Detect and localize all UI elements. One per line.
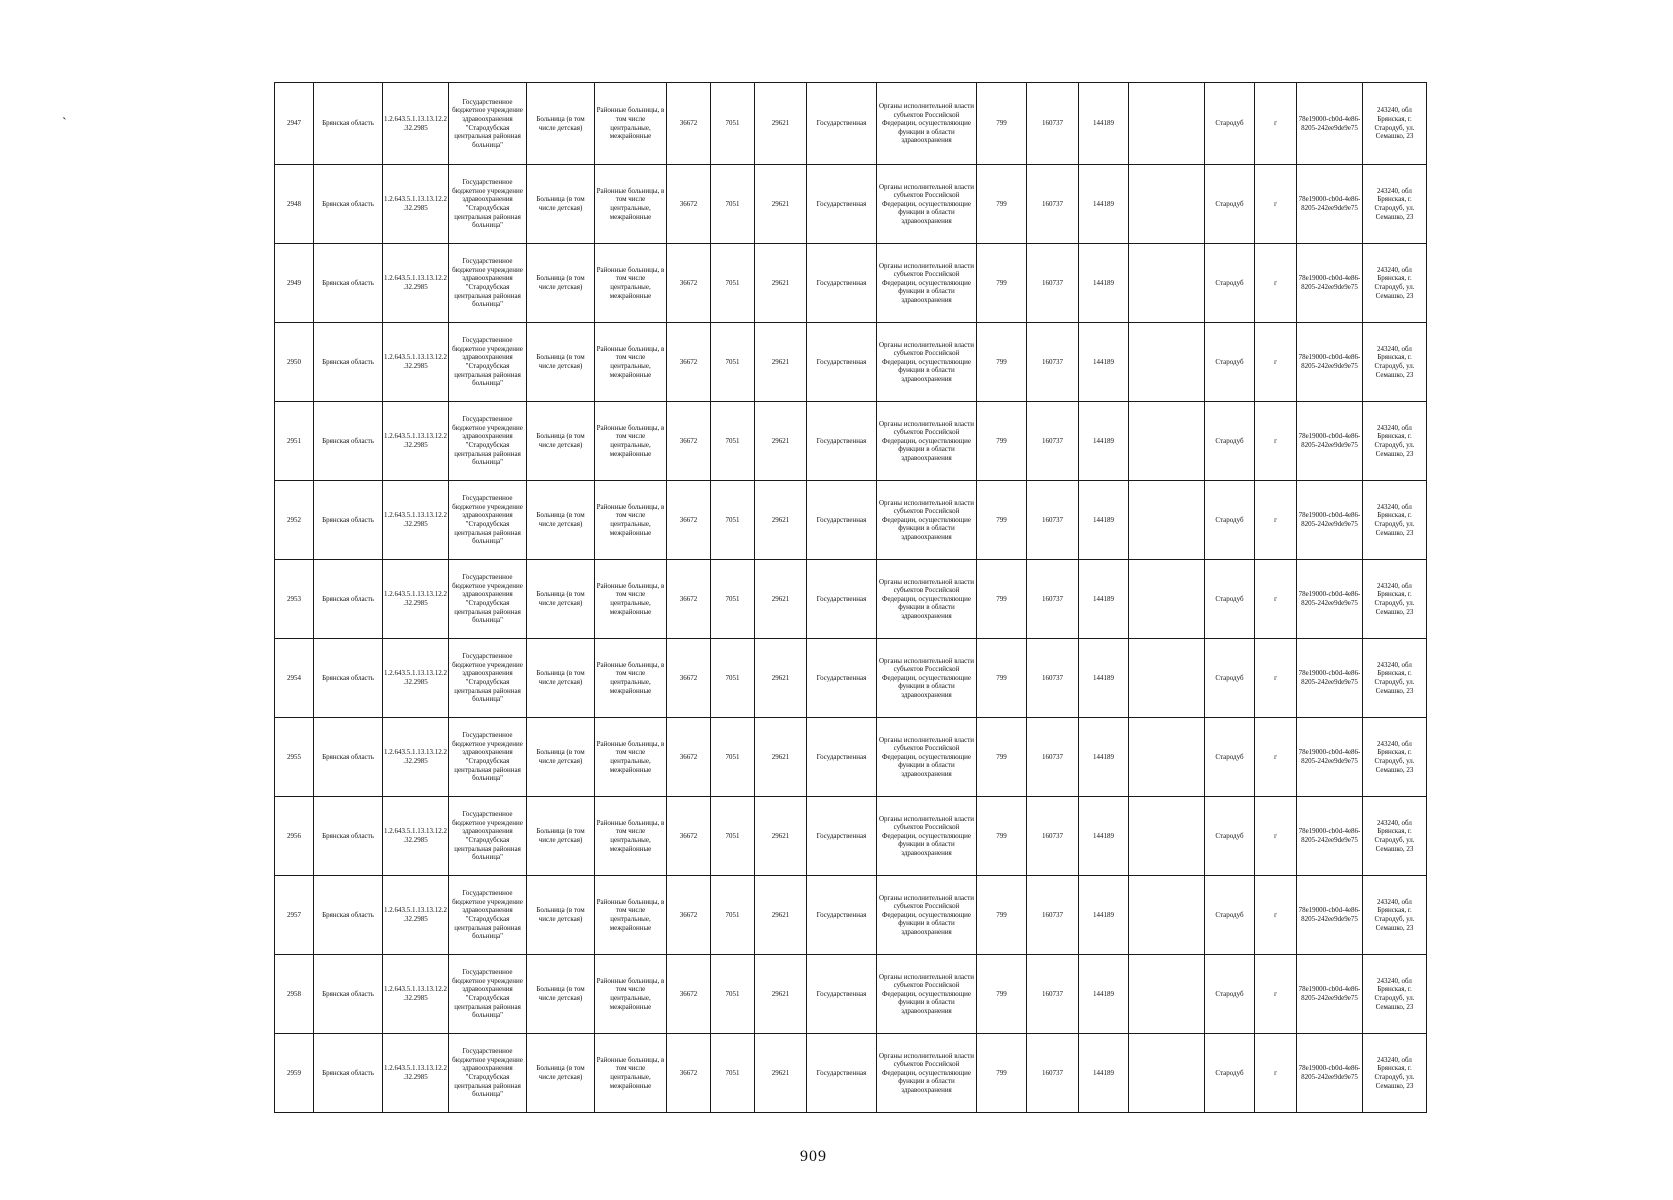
code-3-cell: 29621 <box>755 639 807 718</box>
registry-rows <box>275 83 1427 1113</box>
authority-cell: Органы исполнительной власти субъектов Российской Федерации, осуществляющие функции в области здравоохранения <box>877 83 977 165</box>
code-6-cell: 144189 <box>1079 797 1129 876</box>
facility-subtype-cell: Районные больницы, в том числе центральные, межрайонные <box>595 244 667 323</box>
address-cell: 243240, обл Брянская, г. Стародуб, ул. Семашко, 23 <box>1363 639 1427 718</box>
code-4-cell: 799 <box>977 718 1027 797</box>
code-5-cell: 160737 <box>1027 481 1079 560</box>
table-row <box>275 1034 1427 1113</box>
region-cell: Брянская область <box>314 876 383 955</box>
oid-code-cell: 1.2.643.5.1.13.13.12.2.32.2985 <box>383 402 449 481</box>
region-cell: Брянская область <box>314 718 383 797</box>
address-cell: 243240, обл Брянская, г. Стародуб, ул. Семашко, 23 <box>1363 244 1427 323</box>
authority-cell: Органы исполнительной власти субъектов Российской Федерации, осуществляющие функции в области здравоохранения <box>877 323 977 402</box>
empty-cell <box>1129 165 1205 244</box>
code-4-cell: 799 <box>977 560 1027 639</box>
facility-subtype-cell: Районные больницы, в том числе центральные, межрайонные <box>595 165 667 244</box>
fias-guid-cell: 78e19000-cb0d-4e86-8205-242ee9de9e75 <box>1297 718 1363 797</box>
code-2-cell: 7051 <box>711 560 755 639</box>
address-cell: 243240, обл Брянская, г. Стародуб, ул. Семашко, 23 <box>1363 323 1427 402</box>
row-number: 2949 <box>275 244 314 323</box>
code-6-cell: 144189 <box>1079 955 1129 1034</box>
code-2-cell: 7051 <box>711 323 755 402</box>
settlement-kind-cell: г <box>1255 876 1297 955</box>
city-cell: Стародуб <box>1205 955 1255 1034</box>
ownership-cell: Государственная <box>807 481 877 560</box>
empty-cell <box>1129 639 1205 718</box>
row-number: 2947 <box>275 83 314 165</box>
facility-type-cell: Больница (в том числе детская) <box>527 639 595 718</box>
table-row <box>275 718 1427 797</box>
table-row <box>275 323 1427 402</box>
code-1-cell: 36672 <box>667 402 711 481</box>
row-number: 2956 <box>275 797 314 876</box>
ownership-cell: Государственная <box>807 560 877 639</box>
ownership-cell: Государственная <box>807 876 877 955</box>
fias-guid-cell: 78e19000-cb0d-4e86-8205-242ee9de9e75 <box>1297 165 1363 244</box>
city-cell: Стародуб <box>1205 1034 1255 1113</box>
institution-name-cell: Государственное бюджетное учреждение здравоохранения "Стародубская центральная районная больница" <box>449 639 527 718</box>
oid-code-cell: 1.2.643.5.1.13.13.12.2.32.2985 <box>383 718 449 797</box>
code-5-cell: 160737 <box>1027 244 1079 323</box>
code-6-cell: 144189 <box>1079 876 1129 955</box>
institution-name-cell: Государственное бюджетное учреждение здравоохранения "Стародубская центральная районная больница" <box>449 718 527 797</box>
empty-cell <box>1129 560 1205 639</box>
facility-type-cell: Больница (в том числе детская) <box>527 560 595 639</box>
facility-type-cell: Больница (в том числе детская) <box>527 323 595 402</box>
fias-guid-cell: 78e19000-cb0d-4e86-8205-242ee9de9e75 <box>1297 1034 1363 1113</box>
code-4-cell: 799 <box>977 402 1027 481</box>
facility-type-cell: Больница (в том числе детская) <box>527 402 595 481</box>
oid-code-cell: 1.2.643.5.1.13.13.12.2.32.2985 <box>383 244 449 323</box>
code-4-cell: 799 <box>977 323 1027 402</box>
code-5-cell: 160737 <box>1027 83 1079 165</box>
table-row <box>275 83 1427 165</box>
oid-code-cell: 1.2.643.5.1.13.13.12.2.32.2985 <box>383 639 449 718</box>
authority-cell: Органы исполнительной власти субъектов Российской Федерации, осуществляющие функции в области здравоохранения <box>877 797 977 876</box>
row-number: 2952 <box>275 481 314 560</box>
code-4-cell: 799 <box>977 797 1027 876</box>
empty-cell <box>1129 1034 1205 1113</box>
code-4-cell: 799 <box>977 244 1027 323</box>
institution-name-cell: Государственное бюджетное учреждение здравоохранения "Стародубская центральная районная больница" <box>449 955 527 1034</box>
settlement-kind-cell: г <box>1255 402 1297 481</box>
institution-name-cell: Государственное бюджетное учреждение здравоохранения "Стародубская центральная районная больница" <box>449 797 527 876</box>
code-3-cell: 29621 <box>755 402 807 481</box>
code-1-cell: 36672 <box>667 244 711 323</box>
authority-cell: Органы исполнительной власти субъектов Российской Федерации, осуществляющие функции в области здравоохранения <box>877 165 977 244</box>
code-6-cell: 144189 <box>1079 165 1129 244</box>
code-5-cell: 160737 <box>1027 718 1079 797</box>
city-cell: Стародуб <box>1205 402 1255 481</box>
table-row <box>275 481 1427 560</box>
address-cell: 243240, обл Брянская, г. Стародуб, ул. Семашко, 23 <box>1363 560 1427 639</box>
city-cell: Стародуб <box>1205 718 1255 797</box>
code-5-cell: 160737 <box>1027 560 1079 639</box>
authority-cell: Органы исполнительной власти субъектов Российской Федерации, осуществляющие функции в области здравоохранения <box>877 1034 977 1113</box>
city-cell: Стародуб <box>1205 797 1255 876</box>
code-3-cell: 29621 <box>755 1034 807 1113</box>
facility-type-cell: Больница (в том числе детская) <box>527 718 595 797</box>
region-cell: Брянская область <box>314 165 383 244</box>
region-cell: Брянская область <box>314 639 383 718</box>
row-number: 2958 <box>275 955 314 1034</box>
ownership-cell: Государственная <box>807 797 877 876</box>
ownership-cell: Государственная <box>807 402 877 481</box>
code-3-cell: 29621 <box>755 876 807 955</box>
row-number: 2951 <box>275 402 314 481</box>
code-2-cell: 7051 <box>711 1034 755 1113</box>
institution-name-cell: Государственное бюджетное учреждение здравоохранения "Стародубская центральная районная больница" <box>449 402 527 481</box>
authority-cell: Органы исполнительной власти субъектов Российской Федерации, осуществляющие функции в области здравоохранения <box>877 560 977 639</box>
code-3-cell: 29621 <box>755 83 807 165</box>
ownership-cell: Государственная <box>807 244 877 323</box>
table-row <box>275 402 1427 481</box>
code-6-cell: 144189 <box>1079 718 1129 797</box>
row-number: 2955 <box>275 718 314 797</box>
code-5-cell: 160737 <box>1027 876 1079 955</box>
city-cell: Стародуб <box>1205 639 1255 718</box>
code-6-cell: 144189 <box>1079 639 1129 718</box>
code-4-cell: 799 <box>977 165 1027 244</box>
address-cell: 243240, обл Брянская, г. Стародуб, ул. Семашко, 23 <box>1363 797 1427 876</box>
code-1-cell: 36672 <box>667 718 711 797</box>
code-3-cell: 29621 <box>755 165 807 244</box>
region-cell: Брянская область <box>314 560 383 639</box>
code-1-cell: 36672 <box>667 481 711 560</box>
settlement-kind-cell: г <box>1255 323 1297 402</box>
code-4-cell: 799 <box>977 876 1027 955</box>
oid-code-cell: 1.2.643.5.1.13.13.12.2.32.2985 <box>383 165 449 244</box>
margin-mark: ` <box>62 116 67 131</box>
code-3-cell: 29621 <box>755 323 807 402</box>
settlement-kind-cell: г <box>1255 639 1297 718</box>
oid-code-cell: 1.2.643.5.1.13.13.12.2.32.2985 <box>383 83 449 165</box>
facility-type-cell: Больница (в том числе детская) <box>527 797 595 876</box>
institution-name-cell: Государственное бюджетное учреждение здравоохранения "Стародубская центральная районная больница" <box>449 165 527 244</box>
address-cell: 243240, обл Брянская, г. Стародуб, ул. Семашко, 23 <box>1363 83 1427 165</box>
fias-guid-cell: 78e19000-cb0d-4e86-8205-242ee9de9e75 <box>1297 639 1363 718</box>
code-4-cell: 799 <box>977 83 1027 165</box>
fias-guid-cell: 78e19000-cb0d-4e86-8205-242ee9de9e75 <box>1297 876 1363 955</box>
code-2-cell: 7051 <box>711 481 755 560</box>
region-cell: Брянская область <box>314 955 383 1034</box>
address-cell: 243240, обл Брянская, г. Стародуб, ул. Семашко, 23 <box>1363 955 1427 1034</box>
ownership-cell: Государственная <box>807 165 877 244</box>
oid-code-cell: 1.2.643.5.1.13.13.12.2.32.2985 <box>383 876 449 955</box>
code-1-cell: 36672 <box>667 323 711 402</box>
city-cell: Стародуб <box>1205 244 1255 323</box>
facility-type-cell: Больница (в том числе детская) <box>527 481 595 560</box>
settlement-kind-cell: г <box>1255 83 1297 165</box>
address-cell: 243240, обл Брянская, г. Стародуб, ул. Семашко, 23 <box>1363 165 1427 244</box>
code-6-cell: 144189 <box>1079 560 1129 639</box>
facility-subtype-cell: Районные больницы, в том числе центральные, межрайонные <box>595 560 667 639</box>
authority-cell: Органы исполнительной власти субъектов Российской Федерации, осуществляющие функции в области здравоохранения <box>877 876 977 955</box>
fias-guid-cell: 78e19000-cb0d-4e86-8205-242ee9de9e75 <box>1297 955 1363 1034</box>
table-row <box>275 639 1427 718</box>
authority-cell: Органы исполнительной власти субъектов Российской Федерации, осуществляющие функции в области здравоохранения <box>877 481 977 560</box>
city-cell: Стародуб <box>1205 481 1255 560</box>
address-cell: 243240, обл Брянская, г. Стародуб, ул. Семашко, 23 <box>1363 718 1427 797</box>
table-row <box>275 165 1427 244</box>
facility-subtype-cell: Районные больницы, в том числе центральные, межрайонные <box>595 402 667 481</box>
code-2-cell: 7051 <box>711 402 755 481</box>
row-number: 2959 <box>275 1034 314 1113</box>
code-6-cell: 144189 <box>1079 481 1129 560</box>
region-cell: Брянская область <box>314 481 383 560</box>
facility-type-cell: Больница (в том числе детская) <box>527 83 595 165</box>
authority-cell: Органы исполнительной власти субъектов Российской Федерации, осуществляющие функции в области здравоохранения <box>877 402 977 481</box>
code-6-cell: 144189 <box>1079 244 1129 323</box>
code-5-cell: 160737 <box>1027 165 1079 244</box>
code-6-cell: 144189 <box>1079 83 1129 165</box>
code-3-cell: 29621 <box>755 955 807 1034</box>
address-cell: 243240, обл Брянская, г. Стародуб, ул. Семашко, 23 <box>1363 876 1427 955</box>
ownership-cell: Государственная <box>807 1034 877 1113</box>
code-1-cell: 36672 <box>667 955 711 1034</box>
oid-code-cell: 1.2.643.5.1.13.13.12.2.32.2985 <box>383 323 449 402</box>
facility-type-cell: Больница (в том числе детская) <box>527 1034 595 1113</box>
row-number: 2953 <box>275 560 314 639</box>
city-cell: Стародуб <box>1205 323 1255 402</box>
oid-code-cell: 1.2.643.5.1.13.13.12.2.32.2985 <box>383 955 449 1034</box>
row-number: 2950 <box>275 323 314 402</box>
address-cell: 243240, обл Брянская, г. Стародуб, ул. Семашко, 23 <box>1363 481 1427 560</box>
code-3-cell: 29621 <box>755 560 807 639</box>
facility-type-cell: Больница (в том числе детская) <box>527 244 595 323</box>
facility-subtype-cell: Районные больницы, в том числе центральные, межрайонные <box>595 1034 667 1113</box>
facility-subtype-cell: Районные больницы, в том числе центральные, межрайонные <box>595 323 667 402</box>
code-2-cell: 7051 <box>711 639 755 718</box>
empty-cell <box>1129 876 1205 955</box>
code-6-cell: 144189 <box>1079 402 1129 481</box>
facility-type-cell: Больница (в том числе детская) <box>527 165 595 244</box>
empty-cell <box>1129 955 1205 1034</box>
fias-guid-cell: 78e19000-cb0d-4e86-8205-242ee9de9e75 <box>1297 797 1363 876</box>
institution-name-cell: Государственное бюджетное учреждение здравоохранения "Стародубская центральная районная больница" <box>449 1034 527 1113</box>
code-1-cell: 36672 <box>667 83 711 165</box>
oid-code-cell: 1.2.643.5.1.13.13.12.2.32.2985 <box>383 481 449 560</box>
institution-name-cell: Государственное бюджетное учреждение здравоохранения "Стародубская центральная районная больница" <box>449 560 527 639</box>
code-2-cell: 7051 <box>711 165 755 244</box>
code-2-cell: 7051 <box>711 797 755 876</box>
address-cell: 243240, обл Брянская, г. Стародуб, ул. Семашко, 23 <box>1363 1034 1427 1113</box>
code-5-cell: 160737 <box>1027 1034 1079 1113</box>
table-row <box>275 876 1427 955</box>
ownership-cell: Государственная <box>807 639 877 718</box>
settlement-kind-cell: г <box>1255 1034 1297 1113</box>
code-3-cell: 29621 <box>755 481 807 560</box>
city-cell: Стародуб <box>1205 165 1255 244</box>
facility-subtype-cell: Районные больницы, в том числе центральные, межрайонные <box>595 481 667 560</box>
institution-name-cell: Государственное бюджетное учреждение здравоохранения "Стародубская центральная районная больница" <box>449 83 527 165</box>
row-number: 2948 <box>275 165 314 244</box>
empty-cell <box>1129 323 1205 402</box>
table-row <box>275 560 1427 639</box>
empty-cell <box>1129 718 1205 797</box>
code-5-cell: 160737 <box>1027 955 1079 1034</box>
fias-guid-cell: 78e19000-cb0d-4e86-8205-242ee9de9e75 <box>1297 83 1363 165</box>
code-2-cell: 7051 <box>711 876 755 955</box>
city-cell: Стародуб <box>1205 876 1255 955</box>
code-4-cell: 799 <box>977 639 1027 718</box>
code-1-cell: 36672 <box>667 1034 711 1113</box>
code-3-cell: 29621 <box>755 244 807 323</box>
code-2-cell: 7051 <box>711 718 755 797</box>
fias-guid-cell: 78e19000-cb0d-4e86-8205-242ee9de9e75 <box>1297 323 1363 402</box>
region-cell: Брянская область <box>314 244 383 323</box>
institution-name-cell: Государственное бюджетное учреждение здравоохранения "Стародубская центральная районная больница" <box>449 481 527 560</box>
ownership-cell: Государственная <box>807 955 877 1034</box>
authority-cell: Органы исполнительной власти субъектов Российской Федерации, осуществляющие функции в области здравоохранения <box>877 244 977 323</box>
empty-cell <box>1129 402 1205 481</box>
code-1-cell: 36672 <box>667 560 711 639</box>
code-5-cell: 160737 <box>1027 639 1079 718</box>
facility-subtype-cell: Районные больницы, в том числе центральные, межрайонные <box>595 718 667 797</box>
registry-table-container <box>274 82 1426 1113</box>
settlement-kind-cell: г <box>1255 560 1297 639</box>
authority-cell: Органы исполнительной власти субъектов Российской Федерации, осуществляющие функции в области здравоохранения <box>877 955 977 1034</box>
authority-cell: Органы исполнительной власти субъектов Российской Федерации, осуществляющие функции в области здравоохранения <box>877 639 977 718</box>
code-5-cell: 160737 <box>1027 402 1079 481</box>
code-1-cell: 36672 <box>667 165 711 244</box>
oid-code-cell: 1.2.643.5.1.13.13.12.2.32.2985 <box>383 560 449 639</box>
region-cell: Брянская область <box>314 1034 383 1113</box>
oid-code-cell: 1.2.643.5.1.13.13.12.2.32.2985 <box>383 797 449 876</box>
facility-subtype-cell: Районные больницы, в том числе центральные, межрайонные <box>595 83 667 165</box>
fias-guid-cell: 78e19000-cb0d-4e86-8205-242ee9de9e75 <box>1297 560 1363 639</box>
code-3-cell: 29621 <box>755 718 807 797</box>
facility-subtype-cell: Районные больницы, в том числе центральные, межрайонные <box>595 639 667 718</box>
fias-guid-cell: 78e19000-cb0d-4e86-8205-242ee9de9e75 <box>1297 481 1363 560</box>
code-1-cell: 36672 <box>667 639 711 718</box>
table-row <box>275 797 1427 876</box>
ownership-cell: Государственная <box>807 323 877 402</box>
settlement-kind-cell: г <box>1255 955 1297 1034</box>
settlement-kind-cell: г <box>1255 165 1297 244</box>
code-1-cell: 36672 <box>667 797 711 876</box>
institution-name-cell: Государственное бюджетное учреждение здравоохранения "Стародубская центральная районная больница" <box>449 323 527 402</box>
code-2-cell: 7051 <box>711 83 755 165</box>
institution-name-cell: Государственное бюджетное учреждение здравоохранения "Стародубская центральная районная больница" <box>449 244 527 323</box>
row-number: 2954 <box>275 639 314 718</box>
ownership-cell: Государственная <box>807 83 877 165</box>
code-6-cell: 144189 <box>1079 323 1129 402</box>
facility-subtype-cell: Районные больницы, в том числе центральные, межрайонные <box>595 797 667 876</box>
empty-cell <box>1129 83 1205 165</box>
code-1-cell: 36672 <box>667 876 711 955</box>
registry-table <box>274 82 1427 1113</box>
region-cell: Брянская область <box>314 323 383 402</box>
code-6-cell: 144189 <box>1079 1034 1129 1113</box>
code-4-cell: 799 <box>977 955 1027 1034</box>
table-row <box>275 244 1427 323</box>
region-cell: Брянская область <box>314 402 383 481</box>
facility-type-cell: Больница (в том числе детская) <box>527 955 595 1034</box>
table-row <box>275 955 1427 1034</box>
settlement-kind-cell: г <box>1255 481 1297 560</box>
code-5-cell: 160737 <box>1027 797 1079 876</box>
code-2-cell: 7051 <box>711 244 755 323</box>
ownership-cell: Государственная <box>807 718 877 797</box>
facility-subtype-cell: Районные больницы, в том числе центральные, межрайонные <box>595 955 667 1034</box>
settlement-kind-cell: г <box>1255 797 1297 876</box>
city-cell: Стародуб <box>1205 560 1255 639</box>
empty-cell <box>1129 244 1205 323</box>
facility-subtype-cell: Районные больницы, в том числе центральные, межрайонные <box>595 876 667 955</box>
authority-cell: Органы исполнительной власти субъектов Российской Федерации, осуществляющие функции в области здравоохранения <box>877 718 977 797</box>
empty-cell <box>1129 797 1205 876</box>
settlement-kind-cell: г <box>1255 244 1297 323</box>
fias-guid-cell: 78e19000-cb0d-4e86-8205-242ee9de9e75 <box>1297 402 1363 481</box>
facility-type-cell: Больница (в том числе детская) <box>527 876 595 955</box>
code-3-cell: 29621 <box>755 797 807 876</box>
code-2-cell: 7051 <box>711 955 755 1034</box>
oid-code-cell: 1.2.643.5.1.13.13.12.2.32.2985 <box>383 1034 449 1113</box>
row-number: 2957 <box>275 876 314 955</box>
code-4-cell: 799 <box>977 1034 1027 1113</box>
code-5-cell: 160737 <box>1027 323 1079 402</box>
address-cell: 243240, обл Брянская, г. Стародуб, ул. Семашко, 23 <box>1363 402 1427 481</box>
region-cell: Брянская область <box>314 797 383 876</box>
page-number: 909 <box>800 1148 827 1165</box>
code-4-cell: 799 <box>977 481 1027 560</box>
city-cell: Стародуб <box>1205 83 1255 165</box>
fias-guid-cell: 78e19000-cb0d-4e86-8205-242ee9de9e75 <box>1297 244 1363 323</box>
institution-name-cell: Государственное бюджетное учреждение здравоохранения "Стародубская центральная районная больница" <box>449 876 527 955</box>
region-cell: Брянская область <box>314 83 383 165</box>
empty-cell <box>1129 481 1205 560</box>
settlement-kind-cell: г <box>1255 718 1297 797</box>
